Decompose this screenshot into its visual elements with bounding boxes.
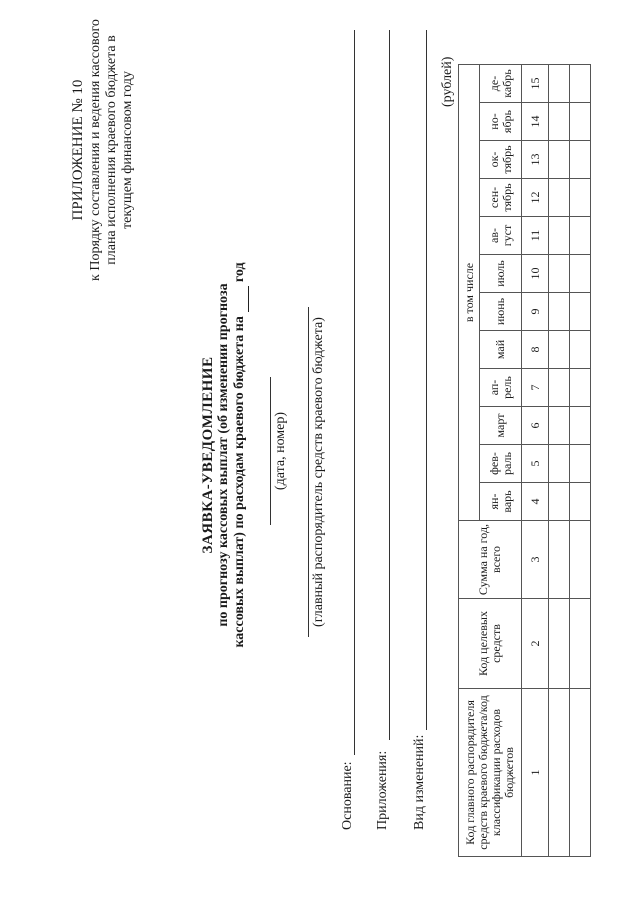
table-cell: [549, 103, 570, 141]
table-cell: [549, 599, 570, 689]
table-cell: [570, 65, 591, 103]
column-number: 5: [522, 445, 549, 483]
header-month: де-кабрь: [480, 65, 522, 103]
column-number: 3: [522, 521, 549, 599]
column-number: 12: [522, 179, 549, 217]
header-month: фев-раль: [480, 445, 522, 483]
table-cell: [549, 521, 570, 599]
table-cell: [570, 331, 591, 369]
administrator-line: [308, 307, 309, 637]
column-number: 7: [522, 369, 549, 407]
column-number: 11: [522, 217, 549, 255]
table-cell: [549, 331, 570, 369]
header-month: но-ябрь: [480, 103, 522, 141]
attachments-line: [389, 30, 390, 740]
document-title: ЗАЯВКА-УВЕДОМЛЕНИЕ: [200, 356, 216, 554]
document-heading: [200, 195, 249, 715]
table-cell: [570, 483, 591, 521]
header-month: ап-рель: [480, 369, 522, 407]
attachments-label: Приложения:: [375, 750, 390, 830]
column-number: 13: [522, 141, 549, 179]
header-code-administrator: Код главного распорядителя средств краевого бюджета/код классификации расходов бюджетов: [459, 689, 522, 857]
table-cell: [570, 217, 591, 255]
basis-line: [354, 30, 355, 755]
appendix-line: плана исполнения краевого бюджета в: [104, 35, 119, 265]
heading-line-2: кассовых выплат) по расходам краевого бюджета на год: [232, 262, 247, 648]
table-cell: [570, 407, 591, 445]
table-cell: [570, 103, 591, 141]
table-number-row: [522, 65, 549, 857]
table-cell: [549, 179, 570, 217]
table-cell: [549, 445, 570, 483]
appendix-block: [70, 0, 136, 315]
column-number: 14: [522, 103, 549, 141]
table-cell: [570, 255, 591, 293]
table-row: [570, 65, 591, 857]
appendix-line: текущем финансовом году: [120, 71, 135, 229]
change-type-line: [426, 30, 427, 730]
column-number: 4: [522, 483, 549, 521]
header-including: в том числе: [459, 65, 480, 521]
column-number: 1: [522, 689, 549, 857]
table-cell: [549, 255, 570, 293]
column-number: 10: [522, 255, 549, 293]
table-cell: [549, 65, 570, 103]
basis-label: Основание:: [340, 761, 355, 830]
table-cell: [549, 293, 570, 331]
date-number-line: [270, 377, 271, 525]
table-cell: [570, 599, 591, 689]
header-month: сен-тябрь: [480, 179, 522, 217]
header-month: июнь: [480, 293, 522, 331]
header-year-total: Сумма на год, всего: [459, 521, 522, 599]
appendix-title: ПРИЛОЖЕНИЕ № 10: [70, 79, 86, 221]
column-number: 6: [522, 407, 549, 445]
heading-line-1: по прогнозу кассовых выплат (об изменении прогноза: [216, 283, 231, 627]
forecast-table: [458, 64, 591, 857]
table-cell: [570, 521, 591, 599]
table-cell: [549, 369, 570, 407]
header-month: март: [480, 407, 522, 445]
table-cell: [570, 141, 591, 179]
table-cell: [549, 217, 570, 255]
appendix-line: к Порядку составления и ведения кассового: [88, 19, 103, 281]
unit-label: (рублей): [440, 56, 455, 107]
table-cell: [570, 369, 591, 407]
table-cell: [570, 689, 591, 857]
header-month: май: [480, 331, 522, 369]
table-cell: [549, 483, 570, 521]
header-target-code: Код целевых средств: [459, 599, 522, 689]
column-number: 2: [522, 599, 549, 689]
header-month: ян-варь: [480, 483, 522, 521]
table-cell: [570, 445, 591, 483]
table-header-row: [459, 65, 480, 857]
date-number-caption: (дата, номер): [273, 411, 288, 491]
table-cell: [549, 141, 570, 179]
year-blank: [232, 286, 249, 312]
basis-field: [338, 30, 358, 830]
table-row: [549, 65, 570, 857]
header-month: ав-густ: [480, 217, 522, 255]
table-cell: [570, 179, 591, 217]
table-cell: [570, 293, 591, 331]
change-type-label: Вид изменений:: [412, 734, 427, 830]
column-number: 9: [522, 293, 549, 331]
change-type-field: [410, 30, 430, 830]
administrator-caption: (главный распорядитель средств краевого бюджета): [311, 317, 326, 627]
header-month: ок-тябрь: [480, 141, 522, 179]
table-cell: [549, 407, 570, 445]
attachments-field: [373, 30, 393, 830]
table-cell: [549, 689, 570, 857]
column-number: 8: [522, 331, 549, 369]
column-number: 15: [522, 65, 549, 103]
header-month: июль: [480, 255, 522, 293]
